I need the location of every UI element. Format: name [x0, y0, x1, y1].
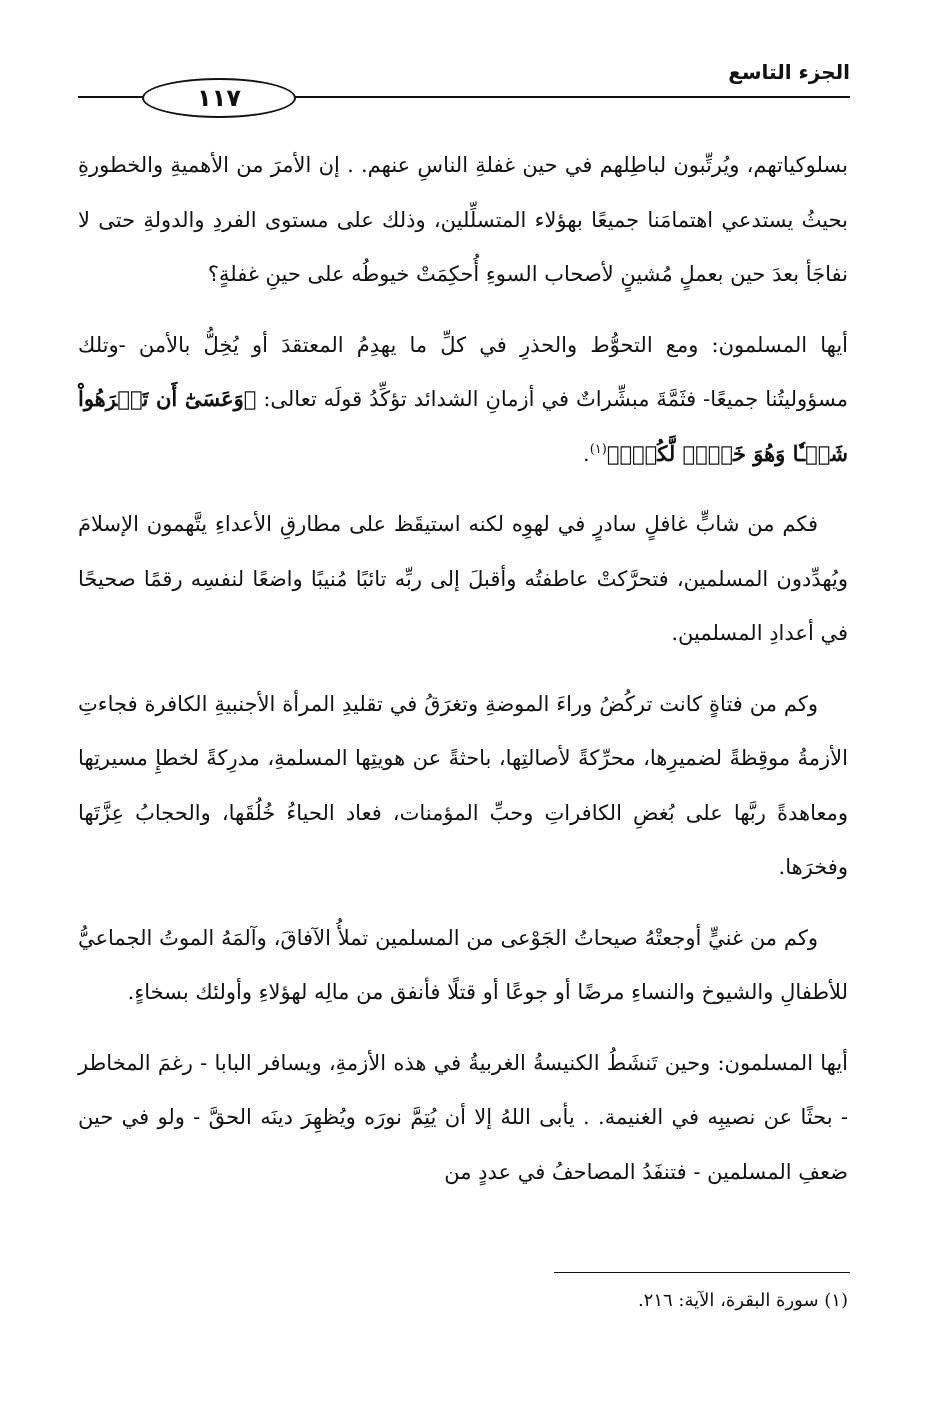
page-header [78, 58, 850, 118]
paragraph-tail: . [583, 441, 590, 466]
paragraph: أيها المسلمون: وحين تَنشَطُ الكنيسةُ الغربيةُ في هذه الأزمةِ، ويسافر البابا - رغمَ المخاطر - بحثًا عن نصيبِه في الغنيمة. . يأبى اللهُ إلا أن يُتِمَّ نورَه ويُظهِرَ دينَه الحقَّ - ولو في حين ضعفِ المسلمين - فتنفَدُ المصاحفُ في عددٍ من [78, 1050, 848, 1184]
paragraph: فكم من شابٍّ غافلٍ سادرٍ في لهوِه لكنه استيقَظ على مطارقِ الأعداءِ يتَّهمون الإسلامَ ويُهدِّدون المسلمين، فتحرَّكتْ عاطفتُه وأقبلَ إلى ربِّه تائبًا مُنيبًا واضعًا لنفسِه رقمًا صحيحًا في أعدادِ المسلمين. [78, 512, 848, 645]
paragraph: بسلوكياتهم، ويُرتِّبون لباطِلهم في حين غفلةِ الناسِ عنهم. . إن الأمرَ من الأهميةِ والخطورةِ بحيثُ يستدعي اهتمامَنا جميعًا بهؤلاء المتسلِّلين، وذلك على مستوى الفردِ والدولةِ حتى لا نفاجَأ بعدَ حين بعملٍ مُشينٍ لأصحاب السوءِ أُحكِمَتْ خيوطُه على حينِ غفلةٍ؟ [78, 153, 848, 286]
footnote-separator [554, 1272, 850, 1273]
footnote: (١) سورة البقرة، الآية: ٢١٦. [637, 1290, 848, 1311]
page-number-badge: ١١٧ [142, 78, 296, 118]
paragraph-text: أيها المسلمون: ومع التحوُّط والحذرِ في كلِّ ما يهدِمُ المعتقدَ أو يُخِلُّ بالأمن -وتلك مسؤوليتُنا جميعًا- فثَمَّةَ مبشِّراتٌ في أزمانِ الشدائد تؤكِّدُ قولَه تعالى: [78, 332, 848, 411]
footnote-reference: (١) [589, 441, 607, 457]
running-title: الجزء التاسع [728, 60, 850, 84]
paragraph: وكم من غنيٍّ أوجعتْهُ صيحاتُ الجَوْعى من المسلمين تملأُ الآفاقَ، وآلمَهُ الموتُ الجماعيُّ للأطفالِ والشيوخ والنساءِ مرضًا أو جوعًا أو قتلًا فأنفق من مالِه لهؤلاءِ وأولئك بسخاءٍ. [78, 925, 848, 1004]
paragraph-with-verse [78, 318, 848, 482]
main-text [78, 138, 848, 1215]
quran-verse: ﴿وَعَسَىٰٓ أَن تَكۡرَهُواْ شَيۡـٔٗا وَهُوَ خَيۡرٞ لَّكُمۡۖ﴾ [78, 386, 848, 466]
paragraph: وكم من فتاةٍ كانت تركُضُ وراءَ الموضةِ وتغرَقُ في تقليدِ المرأة الأجنبيةِ الكافرة فجاءتِ الأزمةُ موقِظةً لضميرِها، محرِّكةً لأصالتِها، باحثةً عن هويتِها المسلمةِ، مدرِكةً لخطإِ مسيرتِها ومعاهدةً ربَّها على بُغضِ الكافراتِ وحبِّ المؤمنات، فعاد الحياءُ خُلُقَها، والحجابُ عِزَّتَها وفخرَها. [78, 691, 848, 879]
